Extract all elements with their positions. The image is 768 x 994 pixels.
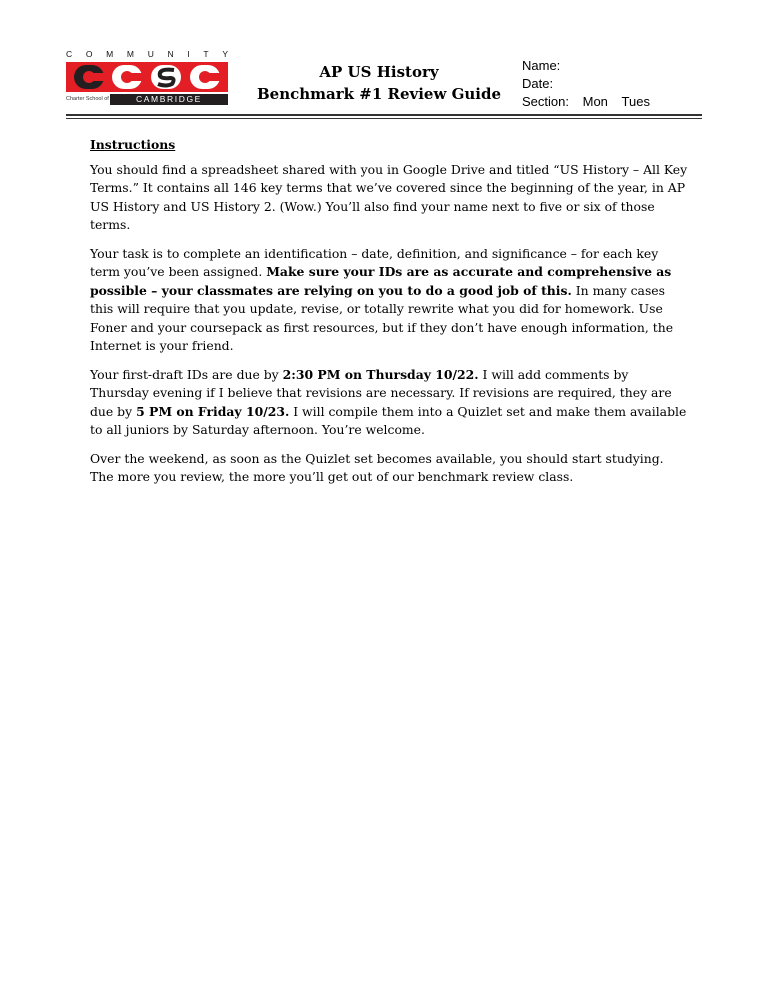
instructions-section [90, 136, 690, 497]
logo-letter: U [147, 49, 154, 59]
deadline-first-draft: 2:30 PM on Thursday 10/22. [282, 366, 479, 382]
section-option-mon: Mon [582, 94, 608, 109]
deadline-revisions: 5 PM on Friday 10/23. [136, 403, 290, 419]
logo-letter: T [203, 49, 209, 59]
logo-letter: Y [222, 49, 228, 59]
title-course: AP US History [319, 63, 439, 81]
logo-letter: M [126, 49, 135, 59]
emphasis-accuracy: Make sure your IDs are as accurate and comprehensive as possible – your classmates are relying on you to do a good job of this. [90, 264, 672, 298]
logo-community-text [66, 50, 228, 59]
section-option-tues: Tues [621, 94, 650, 109]
logo-letter: I [187, 49, 190, 59]
logo-letter: N [167, 49, 174, 59]
instructions-heading: Instructions [90, 137, 176, 152]
logo-letter: M [106, 49, 114, 59]
title-guide: Benchmark #1 Review Guide [256, 85, 502, 103]
header-divider-thick [66, 114, 702, 116]
logo-letter: O [85, 49, 93, 59]
paragraph-deadlines: Your first-draft IDs are due by 2:30 PM on Thursday 10/22. I will add comments by Thursday evening if I believe that revisions are necessary. If revisions are required, they are due by 5 PM on Friday 10/23. I will compile them into a Quizlet set and make them available to all juniors by Saturday afternoon. You’re welcome. [90, 366, 687, 437]
date-label: Date: [522, 76, 554, 91]
logo-cambridge-text: CAMBRIDGE [110, 94, 228, 105]
paragraph-studying: Over the weekend, as soon as the Quizlet set becomes available, you should start studying. The more you review, the more you’ll get out of our benchmark review class. [90, 450, 664, 484]
name-label: Name: [522, 58, 561, 73]
student-info [522, 57, 722, 111]
header-divider-thin [66, 118, 702, 119]
document-title [254, 61, 504, 105]
logo-letter: C [66, 49, 73, 59]
paragraph-spreadsheet: You should find a spreadsheet shared with you in Google Drive and titled “US History – All Key Terms.” It contains all 146 key terms that we’ve covered since the beginning of the year, in AP US History and US History 2. (Wow.) You’ll also find your name next to five or six of those terms. [90, 161, 688, 232]
section-label: Section: [522, 94, 569, 109]
logo-charter-text: Charter School of [66, 96, 109, 102]
section-line [522, 93, 722, 111]
paragraph-task: Your task is to complete an identification – date, definition, and significance – for each key term you’ve been assigned. Make sure your IDs are as accurate and comprehensive as possible – your classmates are relying on you to do a good job of this. In many cases this will require that you update, revise, or totally rewrite what you did for homework. Use Foner and your coursepack as first resources, but if they don’t have enough information, the Internet is your friend. [90, 245, 674, 353]
logo-ccsc-mark [66, 62, 228, 92]
school-logo [66, 50, 228, 106]
